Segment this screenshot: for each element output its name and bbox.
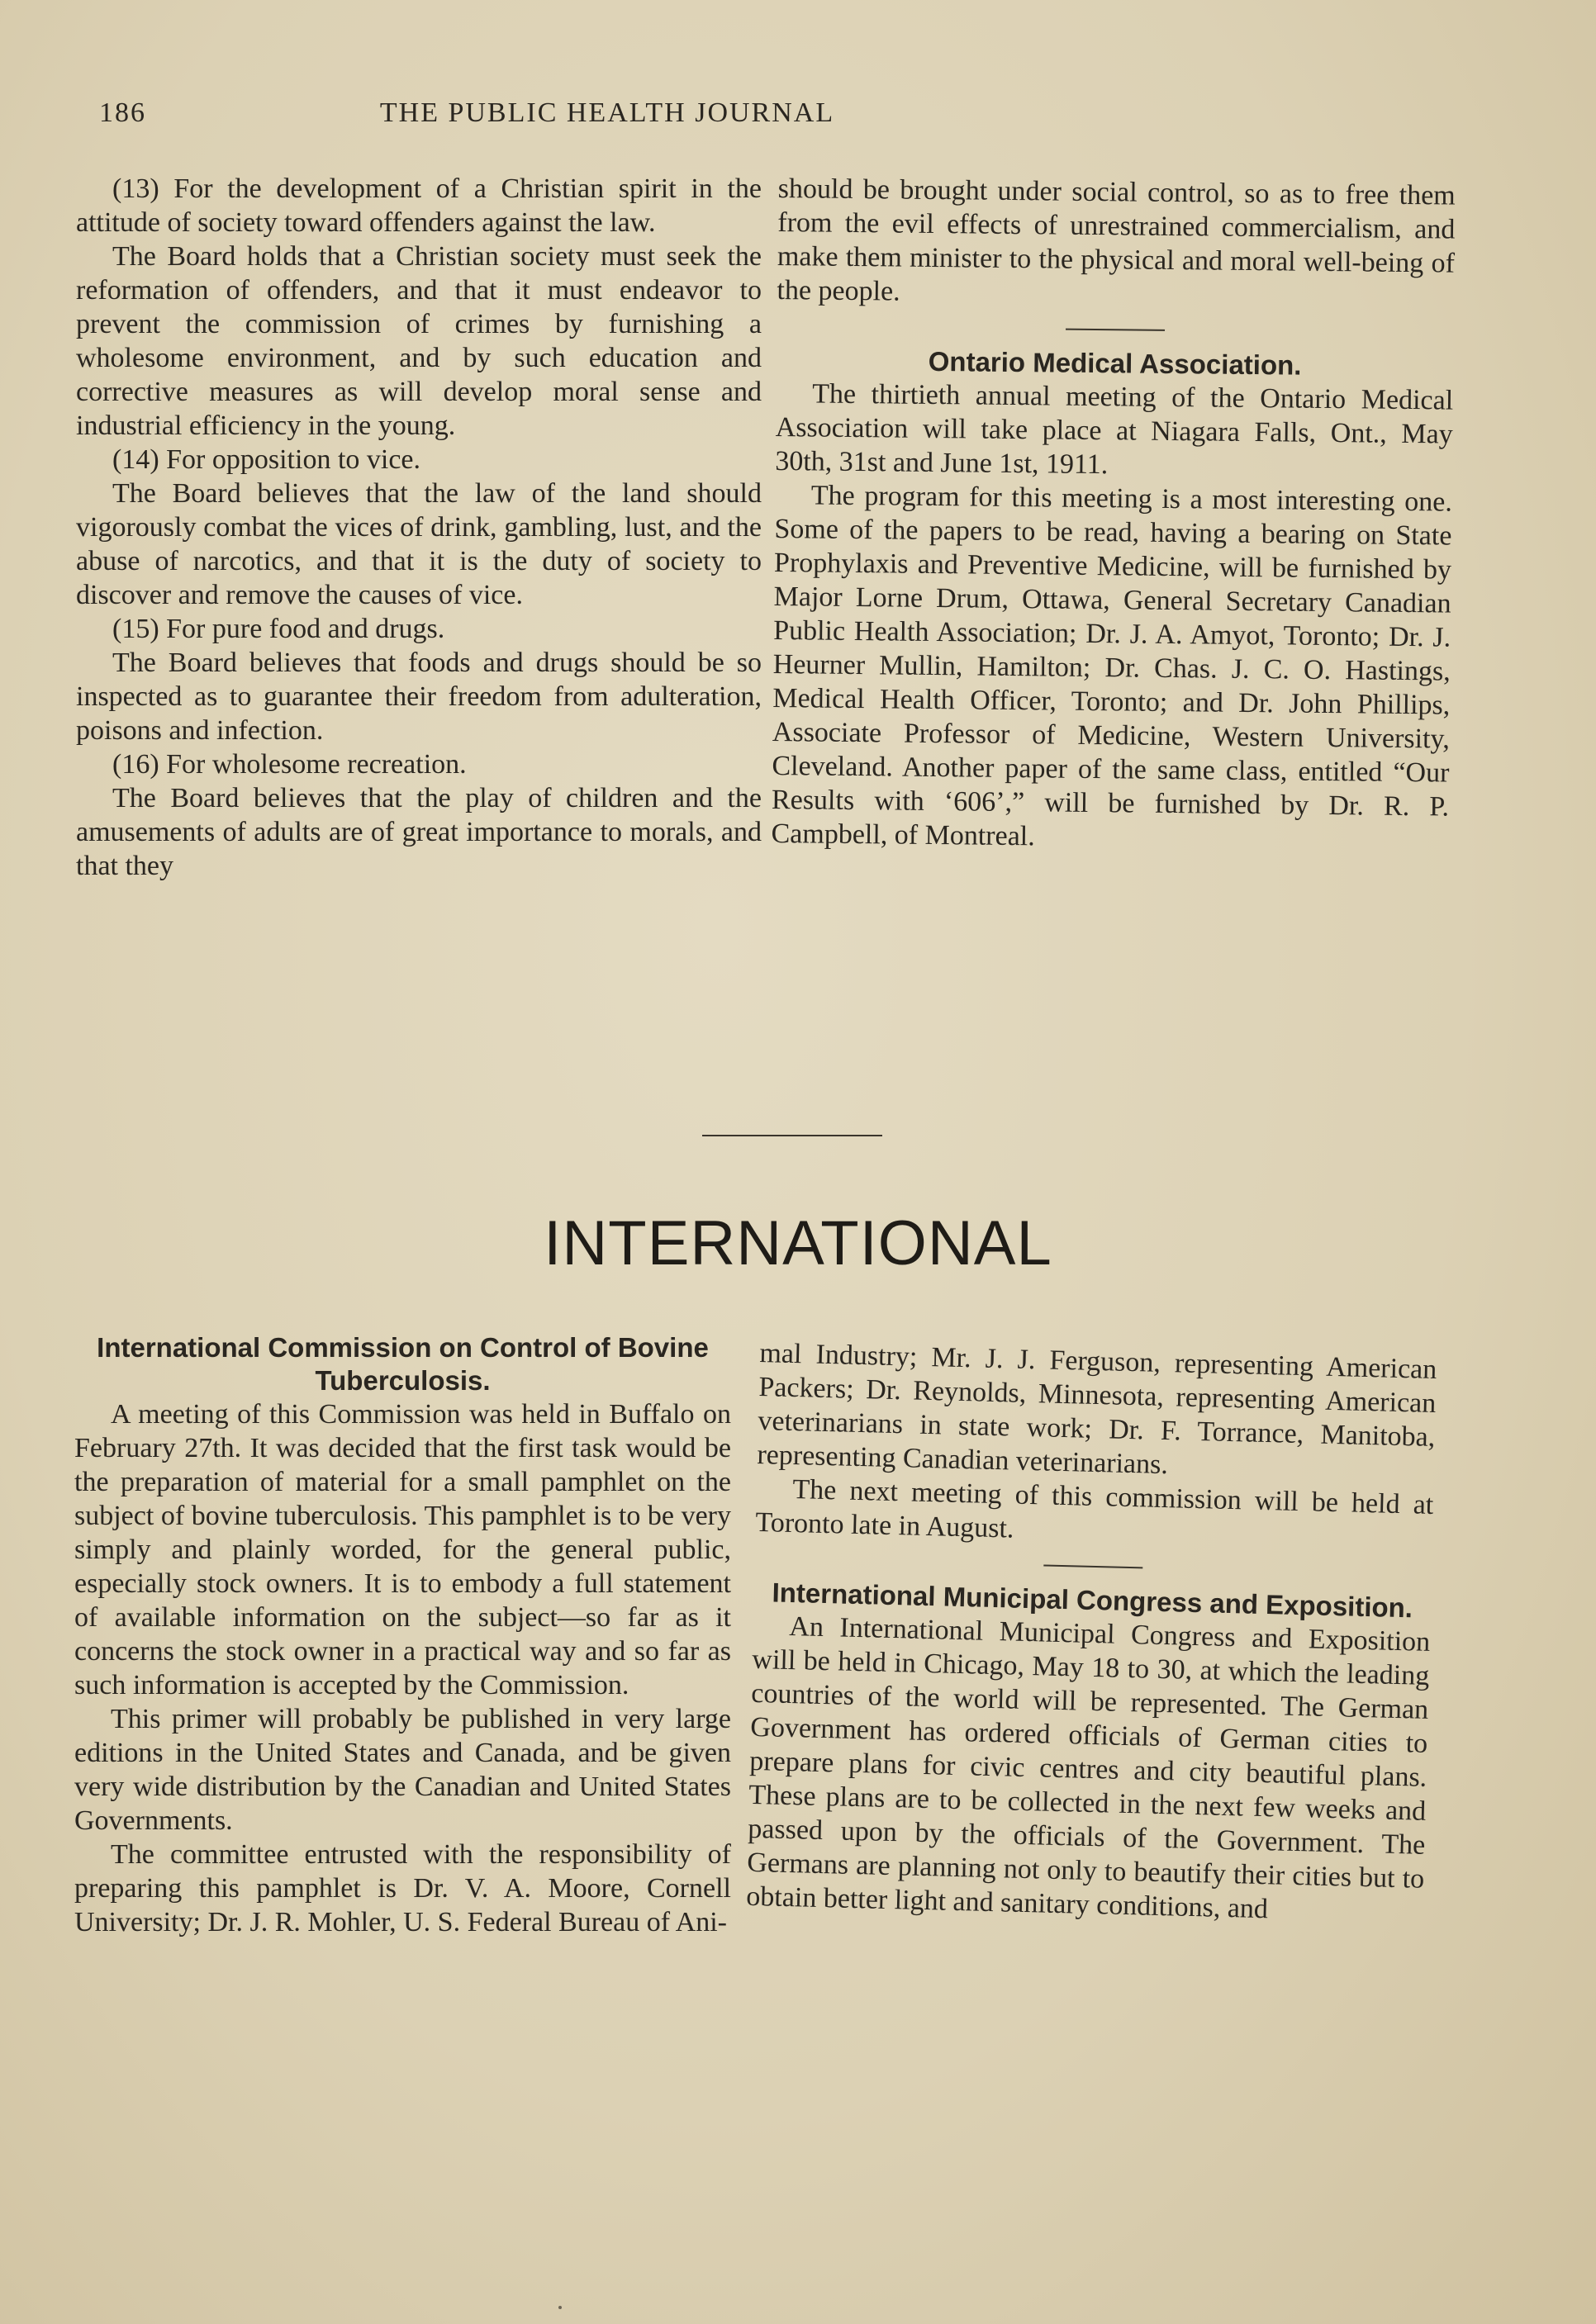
paragraph: A meeting of this Commission was held in Buffalo on February 27th. It was decided that the first task would be the preparation of material for a small pamphlet on the subject of bovine tuberculosis. This pamphlet is to be very simply and plainly worded, for the general public, especially stock owners. It is to embody a full statement of available information on the subject—so far as it concerns the stock owner in a practical way and so far as such information is accepted by the Commission.: [74, 1399, 731, 1700]
paragraph: The Board believes that the play of children and the amusements of adults are of great importance to morals, and that they: [76, 783, 762, 881]
article-heading: International Municipal Congress and Exposition.: [772, 1577, 1413, 1624]
paragraph: (15) For pure food and drugs.: [112, 614, 445, 644]
paragraph: The Board holds that a Christian society must seek the reformation of offenders, and that it must endeavor to prevent the commission of crimes by furnishing a wholesome environment, and by such education and corrective measures as will develop moral sense and industrial efficiency in the young.: [76, 241, 762, 441]
page-header: [99, 89, 1115, 139]
section-divider: [702, 1135, 882, 1136]
section-title: INTERNATIONAL: [544, 1208, 1052, 1278]
paragraph: The thirtieth annual meeting of the Ontario Medical Association will take place at Niagara Falls, Ont., May 30th, 31st and June 1st, 1911.: [775, 378, 1454, 481]
page-number: 186: [99, 97, 146, 128]
paragraph: (13) For the development of a Christian spirit in the attitude of society toward offenders against the law.: [76, 173, 762, 238]
paragraph: An International Municipal Congress and Exposition will be held in Chicago, May 18 to 30, at which the leading countries of the world will be represented. The German Government has ordered officials of German cities to prepare plans for civic centres and city beautiful plans. These plans are to be collected in the next few weeks and passed upon by the officials of the Government. The Germans are planning not only to beautify their cities but to obtain better light and sanitary conditions, and: [745, 1610, 1431, 1925]
paper-speck: [558, 2306, 562, 2309]
bottom-right-column: [746, 1336, 1437, 1930]
continuation-paragraph: mal Industry; Mr. J. J. Ferguson, representing American Packers; Dr. Reynolds, Minnesota, representing American veterinarians in state work; Dr. F. Torrance, Manitoba, representing Canadian veterinarians.: [757, 1337, 1437, 1481]
top-right-column: [771, 172, 1456, 858]
top-left-column: [76, 172, 762, 883]
paragraph: This primer will probably be published in very large editions in the United States and Canada, and be given very wide distribution by the Canadian and United States Governments.: [74, 1704, 731, 1836]
journal-title: THE PUBLIC HEALTH JOURNAL: [379, 97, 835, 128]
bottom-left-column: [74, 1331, 731, 1939]
article-heading: International Commission on Control of Bovine Tuberculosis.: [97, 1332, 709, 1396]
paragraph: The Board believes that foods and drugs should be so inspected as to guarantee their freedom from adulteration, poisons and infection.: [76, 647, 762, 746]
paragraph: The Board believes that the law of the land should vigorously combat the vices of drink, gambling, lust, and the abuse of narcotics, and that it is the duty of society to discover and remove the causes of vice.: [76, 478, 762, 610]
paragraph: (16) For wholesome recreation.: [112, 749, 467, 780]
continuation-paragraph: should be brought under social control, so as to free them from the evil effects of unrestrained commercialism, and make them minister to the physical and moral well-being of the people.: [777, 173, 1456, 307]
paragraph: The committee entrusted with the responsibility of preparing this pamphlet is Dr. V. A. Moore, Cornell University; Dr. J. R. Mohler, U. S. Federal Bureau of Ani-: [74, 1839, 731, 1937]
article-heading: Ontario Medical Association.: [928, 345, 1302, 381]
paragraph: The program for this meeting is a most interesting one. Some of the papers to be read, having a bearing on State Prophylaxis and Preventive Medicine, will be furnished by Major Lorne Drum, Ottawa, General Secretary Canadian Public Health Association; Dr. J. A. Amyot, Toronto; Dr. J. Heurner Mullin, Hamilton; Dr. Chas. J. C. O. Hastings, Medical Health Officer, Toronto; and Dr. John Phillips, Associate Professor of Medicine, Western University, Cleveland. Another paper of the same class, entitled “Our Results with ‘606’,” will be furnished by Dr. R. P. Campbell, of Montreal.: [771, 480, 1453, 852]
short-rule: [1043, 1564, 1142, 1568]
short-rule: [1066, 329, 1165, 331]
paragraph: (14) For opposition to vice.: [112, 444, 421, 475]
paragraph: The next meeting of this commission will be held at Toronto late in August.: [755, 1474, 1434, 1544]
